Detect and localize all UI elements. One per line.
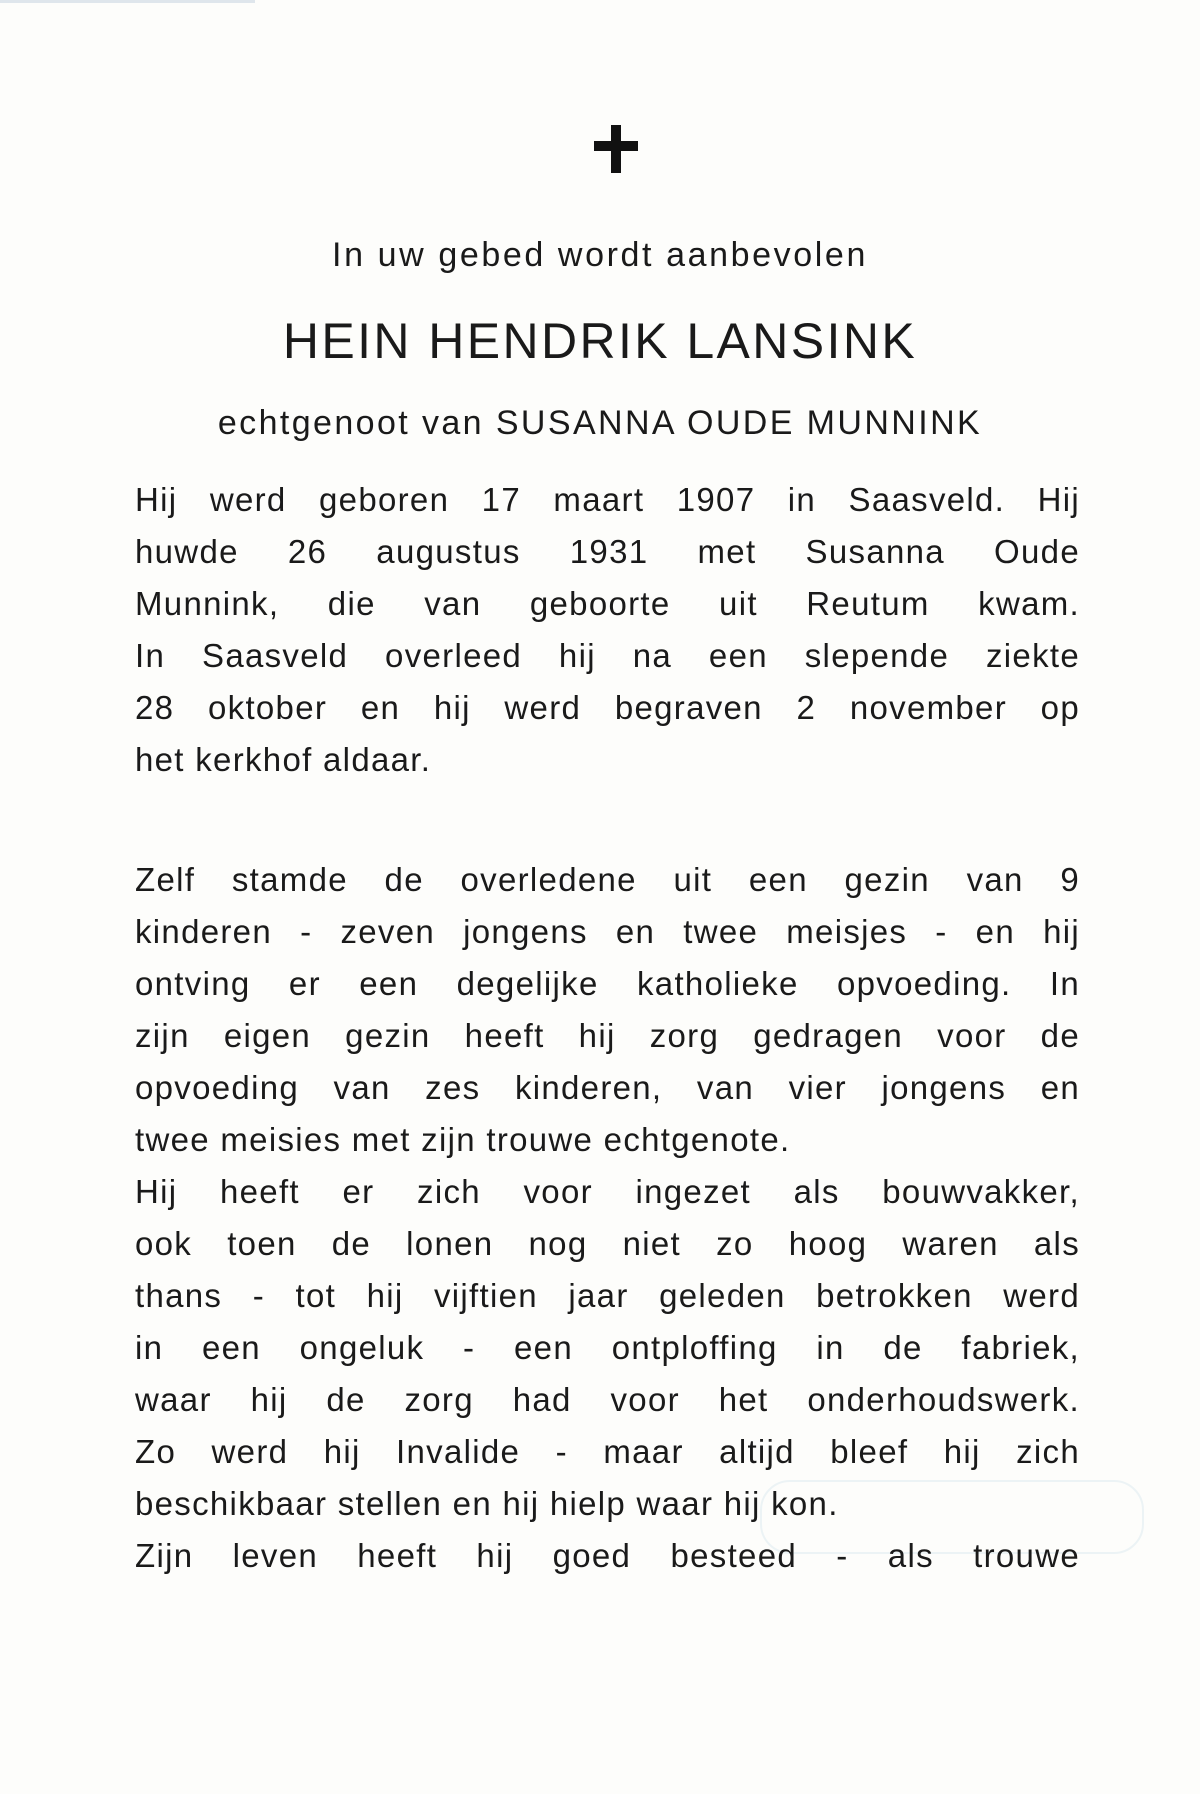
text-line: opvoeding van zes kinderen, van vier jongens en	[135, 1069, 1080, 1106]
spouse-line: echtgenoot van SUSANNA OUDE MUNNINK	[217, 404, 983, 442]
biography-paragraph-1	[135, 474, 1080, 786]
deceased-name: HEIN HENDRIK LANSINK	[282, 313, 918, 369]
text-line: Hij werd geboren 17 maart 1907 in Saasveld. Hij	[135, 481, 1080, 518]
intro-text: In uw gebed wordt aanbevolen	[332, 236, 868, 274]
scan-edge	[0, 0, 255, 3]
text-line: thans - tot hij vijftien jaar geleden betrokken werd	[135, 1277, 1080, 1314]
text-line: Zo werd hij Invalide - maar altijd bleef hij zich	[135, 1433, 1080, 1470]
text-line: huwde 26 augustus 1931 met Susanna Oude	[135, 533, 1080, 570]
text-line: het kerkhof aldaar.	[135, 741, 432, 778]
text-line: Zijn leven heeft hij goed besteed - als trouwe	[135, 1537, 1080, 1574]
text-line: ontving er een degelijke katholieke opvoeding. In	[135, 965, 1080, 1002]
text-line: in een ongeluk - een ontploffing in de fabriek,	[135, 1329, 1080, 1366]
text-line: zijn eigen gezin heeft hij zorg gedragen voor de	[135, 1017, 1080, 1054]
text-line: Zelf stamde de overledene uit een gezin van 9	[135, 861, 1080, 898]
latin-cross-icon	[594, 125, 638, 173]
text-line: Hij heeft er zich voor ingezet als bouwvakker,	[135, 1173, 1080, 1210]
text-line: beschikbaar stellen en hij hielp waar hij kon.	[135, 1485, 839, 1522]
text-line: kinderen - zeven jongens en twee meisjes - en hij	[135, 913, 1080, 950]
text-line: In Saasveld overleed hij na een slepende ziekte	[135, 637, 1080, 674]
text-line: 28 oktober en hij werd begraven 2 november op	[135, 689, 1080, 726]
biography-paragraph-2	[135, 854, 1080, 1582]
text-line: twee meisies met zijn trouwe echtgenote.	[135, 1121, 791, 1158]
text-line: ook toen de lonen nog niet zo hoog waren als	[135, 1225, 1080, 1262]
text-line: waar hij de zorg had voor het onderhoudswerk.	[135, 1381, 1080, 1418]
text-line: Munnink, die van geboorte uit Reutum kwam.	[135, 585, 1080, 622]
